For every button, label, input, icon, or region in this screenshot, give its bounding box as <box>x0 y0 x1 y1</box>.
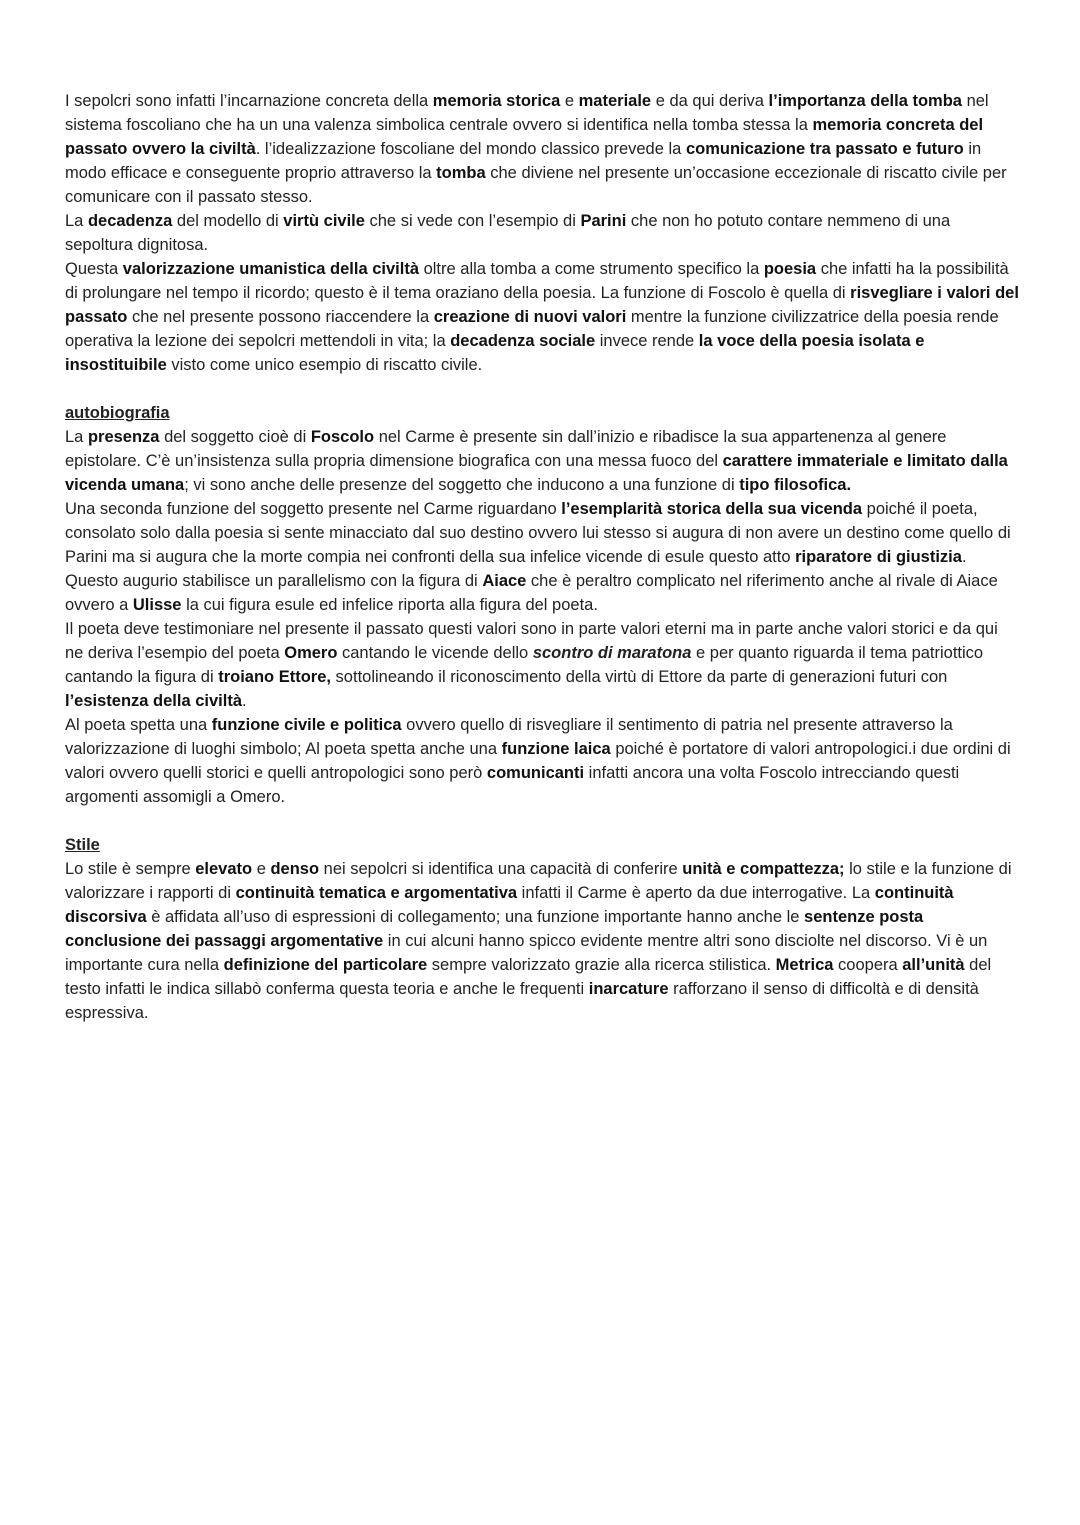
text-run: infatti il Carme è aperto da due interrogative. La <box>517 884 875 902</box>
bold-text: continuità discorsiva <box>65 884 954 926</box>
bold-italic-text: scontro di maratona <box>532 644 692 662</box>
text-run: e <box>252 860 271 878</box>
text-run: rafforzano il senso di difficoltà e di densità espressiva. <box>65 980 979 1022</box>
text-run: Una seconda funzione del soggetto presente nel Carme riguardano <box>65 500 562 518</box>
text-run: e <box>560 92 579 110</box>
bold-text: Omero <box>284 644 338 662</box>
text-run: del modello di <box>172 212 284 230</box>
bold-text: funzione laica <box>501 740 611 758</box>
text-run: invece rende <box>595 332 699 350</box>
text-run: I sepolcri sono infatti l’incarnazione concreta della <box>65 92 433 110</box>
text-run: . <box>961 548 967 566</box>
text-run: lo stile e la funzione di valorizzare i rapporti di <box>65 860 1012 902</box>
autobiografia-paragraph-4 <box>65 617 1020 713</box>
autobiografia-paragraph-5 <box>65 713 1020 809</box>
text-run: infatti ancora una volta Foscolo intrecciando questi argomenti assomigli a Omero. <box>65 764 960 806</box>
intro-paragraph-2 <box>65 209 1020 257</box>
bold-text: materiale <box>578 92 652 110</box>
text-run: visto come unico esempio di riscatto civile. <box>166 356 483 374</box>
bold-text: memoria storica <box>432 92 561 110</box>
section-spacer <box>65 809 1020 833</box>
text-run: ovvero quello di risvegliare il sentimento di patria nel presente attraverso la valorizzazione di luoghi simbolo; Al poeta spetta anche una <box>65 716 953 758</box>
text-run: del testo infatti le indica sillabò conferma questa teoria e anche le frequenti <box>65 956 992 998</box>
text-run: e per quanto riguarda il tema patriottico cantando la figura di <box>65 644 984 686</box>
bold-text: all’unità <box>902 956 965 974</box>
bold-text: unità e compattezza; <box>682 860 845 878</box>
bold-text: l’esemplarità storica della sua vicenda <box>561 500 863 518</box>
text-run: cantando le vicende dello <box>337 644 533 662</box>
text-run: è affidata all’uso di espressioni di collegamento; una funzione importante hanno anche le <box>146 908 805 926</box>
bold-text: creazione di nuovi valori <box>433 308 627 326</box>
bold-text: Metrica <box>775 956 834 974</box>
document-page <box>65 89 1020 1025</box>
bold-text: carattere immateriale e limitato dalla vicenda umana <box>65 452 1008 494</box>
text-run: sempre valorizzato grazie alla ricerca stilistica. <box>427 956 776 974</box>
bold-text: tomba <box>436 164 486 182</box>
text-run: la cui figura esule ed infelice riporta alla figura del poeta. <box>181 596 598 614</box>
bold-text: riparatore di giustizia <box>795 548 962 566</box>
text-run: coopera <box>833 956 903 974</box>
text-run: e da qui deriva <box>651 92 769 110</box>
bold-text: presenza <box>87 428 160 446</box>
text-run: nei sepolcri si identifica una capacità di conferire <box>319 860 683 878</box>
text-run: mentre la funzione civilizzatrice della poesia rende operativa la lezione dei sepolcri mettendoli in vita; la <box>65 308 999 350</box>
text-run: La <box>65 428 88 446</box>
intro-paragraph-3 <box>65 257 1020 377</box>
intro-paragraph-1 <box>65 89 1020 209</box>
bold-text: sentenze posta conclusione dei passaggi argomentative <box>65 908 924 950</box>
text-run: che non ho potuto contare nemmeno di una sepoltura dignitosa. <box>65 212 951 254</box>
text-run: sottolineando il riconoscimento della virtù di Ettore da parte di generazioni futuri con <box>330 668 948 686</box>
bold-text: virtù civile <box>283 212 365 230</box>
text-run: poiché è portatore di valori antropologici.i due ordini di valori ovvero quelli storici e quelli antropologici sono però <box>65 740 1011 782</box>
text-run: Il poeta deve testimoniare nel presente il passato questi valori sono in parte valori eterni ma in parte anche valori storici e da qui ne deriva l’esempio del poeta <box>65 620 998 662</box>
intro-section <box>65 89 1020 377</box>
text-run: poiché il poeta, consolato solo dalla poesia si sente minacciato dal suo destino ovvero lui stesso si augura di non avere un destino come quello di Parini ma si augura che la morte compia nei confronti della sua infelice vicende di esule questo atto <box>65 500 1011 566</box>
bold-text: tipo filosofica. <box>739 476 852 494</box>
section-spacer <box>65 377 1020 401</box>
section-heading-autobiografia: autobiografia <box>65 404 170 422</box>
bold-text: risvegliare i valori del passato <box>65 284 1019 326</box>
section-heading-stile: Stile <box>65 836 100 854</box>
bold-text: valorizzazione umanistica della civiltà <box>122 260 419 278</box>
text-run: oltre alla tomba a come strumento specifico la <box>419 260 764 278</box>
text-run: Lo stile è sempre <box>65 860 196 878</box>
autobiografia-paragraph-3 <box>65 569 1020 617</box>
bold-text: Aiace <box>482 572 527 590</box>
bold-text: comunicazione tra passato e futuro <box>685 140 964 158</box>
bold-text: inarcature <box>588 980 669 998</box>
text-run: La <box>65 212 88 230</box>
text-run: . l’idealizzazione foscoliane del mondo classico prevede la <box>255 140 686 158</box>
bold-text: Parini <box>580 212 627 230</box>
text-run: Questo augurio stabilisce un parallelismo con la figura di <box>65 572 483 590</box>
bold-text: comunicanti <box>486 764 585 782</box>
stile-section <box>65 833 1020 1025</box>
text-run: Questa <box>65 260 123 278</box>
bold-text: definizione del particolare <box>223 956 428 974</box>
autobiografia-paragraph-2 <box>65 497 1020 569</box>
bold-text: l’esistenza della civiltà <box>65 692 243 710</box>
text-run: ; vi sono anche delle presenze del soggetto che inducono a una funzione di <box>184 476 740 494</box>
bold-text: troiano Ettore, <box>218 668 331 686</box>
bold-text: decadenza sociale <box>450 332 596 350</box>
text-run: Al poeta spetta una <box>65 716 212 734</box>
text-run: che è peraltro complicato nel riferimento anche al rivale di Aiace ovvero a <box>65 572 998 614</box>
text-run: che nel presente possono riaccendere la <box>127 308 434 326</box>
text-run: in cui alcuni hanno spicco evidente mentre altri sono disciolte nel discorso. Vi è un importante cura nella <box>65 932 988 974</box>
bold-text: elevato <box>195 860 253 878</box>
stile-paragraph-1 <box>65 857 1020 1025</box>
text-run: nel sistema foscoliano che ha un una valenza simbolica centrale ovvero si identifica nella tomba stessa la <box>65 92 989 134</box>
bold-text: Foscolo <box>310 428 375 446</box>
text-run: . <box>242 692 247 710</box>
text-run: che si vede con l’esempio di <box>364 212 581 230</box>
autobiografia-section <box>65 401 1020 809</box>
bold-text: poesia <box>763 260 817 278</box>
text-run: in modo efficace e conseguente proprio attraverso la <box>65 140 982 182</box>
bold-text: funzione civile e politica <box>211 716 402 734</box>
bold-text: continuità tematica e argomentativa <box>235 884 518 902</box>
autobiografia-paragraph-1 <box>65 425 1020 497</box>
bold-text: la voce della poesia isolata e insostituibile <box>65 332 925 374</box>
bold-text: Ulisse <box>132 596 182 614</box>
bold-text: l’importanza della tomba <box>768 92 962 110</box>
text-run: che infatti ha la possibilità di prolungare nel tempo il ricordo; questo è il tema oraziano della poesia. La funzione di Foscolo è quella di <box>65 260 1009 302</box>
bold-text: decadenza <box>87 212 173 230</box>
text-run: del soggetto cioè di <box>159 428 311 446</box>
bold-text: denso <box>270 860 320 878</box>
text-run: che diviene nel presente un’occasione eccezionale di riscatto civile per comunicare con il passato stesso. <box>65 164 1007 206</box>
bold-text: memoria concreta del passato ovvero la civiltà <box>65 116 984 158</box>
text-run: nel Carme è presente sin dall’inizio e ribadisce la sua appartenenza al genere epistolare. C’è un’insistenza sulla propria dimensione biografica con una messa fuoco del <box>65 428 947 470</box>
